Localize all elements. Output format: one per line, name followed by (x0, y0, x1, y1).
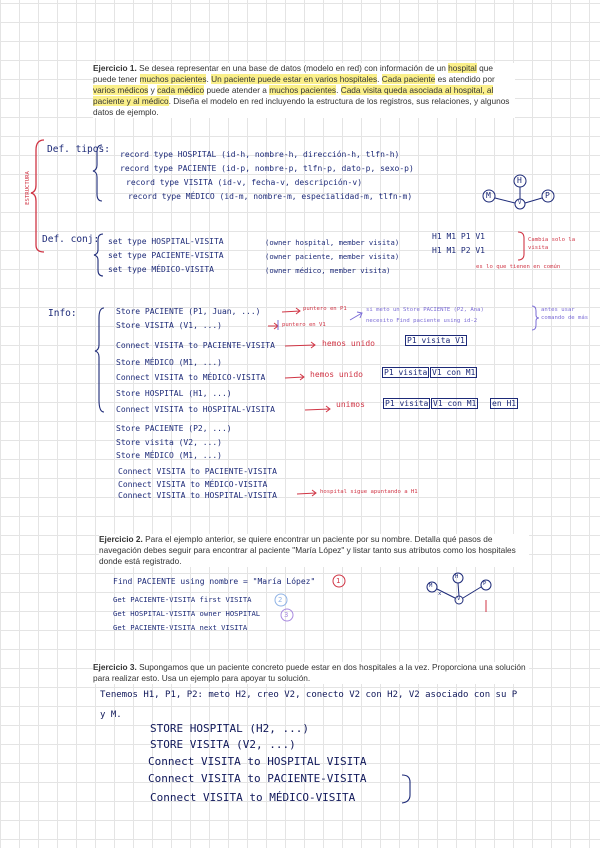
ex3-store-visita: STORE VISITA (V2, ...) (150, 738, 296, 751)
record-visita: record type VISITA (id-v, fecha-v, descripción-v) (126, 178, 363, 187)
record-medico: record type MÉDICO (id-m, nombre-m, especialidad-m, tlfn-m) (128, 192, 413, 201)
connect-paciente-visita-2: Connect VISITA to PACIENTE-VISITA (118, 467, 277, 476)
store-medico-m1-b: Store MÉDICO (M1, ...) (116, 451, 222, 460)
diagram1-p: P (545, 191, 550, 200)
set-paciente-visita-owner: (owner paciente, member visita) (265, 252, 400, 261)
grid-row-1: H1 M1 P1 V1 (432, 232, 485, 241)
cambia-note: Cambia solo la visita (528, 237, 576, 251)
ex3-line-1: Tenemos H1, P1, P2: meto H2, creo V2, conecto V2 con H2, V2 asociado con su P (100, 690, 518, 700)
ex3-connect-hospital: Connect VISITA to HOSPITAL VISITA (148, 755, 367, 768)
ex3-line-2: y M. (100, 710, 122, 720)
set-hospital-visita: set type HOSPITAL-VISITA (108, 237, 224, 246)
connect-hospital-visita-2: Connect VISITA to HOSPITAL-VISITA (118, 491, 277, 500)
diagram2-x: x (438, 591, 442, 597)
antes-note: antes usar comando de más (541, 307, 589, 321)
exercise-1-title: Ejercicio 1. (93, 63, 137, 73)
diagram2-m: M (429, 583, 433, 589)
ex3-connect-medico: Connect VISITA to MÉDICO-VISITA (150, 791, 356, 804)
connect-paciente-visita-1: Connect VISITA to PACIENTE-VISITA (116, 341, 275, 350)
connect6-note: hospital sigue apuntando a H1 (320, 489, 418, 495)
def-tipos-label: Def. tipos: (47, 144, 110, 155)
exercise-3-title: Ejercicio 3. (93, 662, 137, 672)
ex3-bracket (402, 775, 410, 803)
store-visita-v2: Store visita (V2, ...) (116, 438, 222, 447)
set-medico-visita: set type MÉDICO-VISITA (108, 265, 214, 274)
exercise-2-prompt: Ejercicio 2. Para el ejemplo anterior, se quiere encontrar un paciente por su nombre. Detalla qué pasos de navegación debes seguir para encontrar al paciente "María López" y listar tanto sus atributos como los hospitales donde está registrado. (99, 534, 529, 567)
store-paciente-p2: Store PACIENTE (P2, ...) (116, 424, 232, 433)
diagram2-v: V (457, 596, 461, 602)
diagram2-p: P (483, 581, 487, 587)
estructura-label: ESTRUCTURA (25, 171, 31, 205)
grid-bracket (518, 232, 524, 260)
ex3-store-hospital: STORE HOSPITAL (H2, ...) (150, 722, 309, 735)
arrow-c6 (297, 493, 316, 494)
info-label: Info: (48, 308, 77, 319)
connect-medico-visita-2: Connect VISITA to MÉDICO-VISITA (118, 480, 268, 489)
ex2-step-3: Get HOSPITAL-VISITA owner HOSPITAL (113, 609, 261, 618)
connect-medico-visita-1: Connect VISITA to MÉDICO-VISITA (116, 373, 266, 382)
ex2-step-4: Get PACIENTE-VISITA next VISITA (113, 623, 248, 632)
ex2-step-2: Get PACIENTE-VISITA first VISITA (113, 595, 252, 604)
arrow-c3 (305, 409, 330, 410)
ex2-step-1: Find PACIENTE using nombre = "María López" (113, 577, 316, 586)
diagram2-h: H (455, 574, 459, 580)
def-conj-label: Def. conj: (42, 234, 100, 245)
connect1-note: hemos unido (322, 339, 375, 348)
record-hospital: record type HOSPITAL (id-h, nombre-h, dirección-h, tlfn-h) (120, 150, 400, 159)
diagram1-m: M (486, 191, 491, 200)
connect3-box-a: P1 visita (385, 399, 429, 408)
connect3-note: unimos (336, 400, 365, 409)
ex2-num-1: 1 (336, 576, 341, 585)
store-medico-m1: Store MÉDICO (M1, ...) (116, 358, 222, 367)
connect-hospital-visita-1: Connect VISITA to HOSPITAL-VISITA (116, 405, 275, 414)
necesito-note: necesito Find paciente using id-2 (366, 318, 478, 324)
connect2-box-b: V1 con M1 (432, 368, 476, 377)
grid-row-2: H1 M1 P2 V1 (432, 246, 485, 255)
diagram1-v: V (518, 200, 522, 206)
comun-note: es lo que tienen en común (476, 264, 561, 270)
si-meto-note: si meto un Store PACIENTE (P2, Ana) (366, 307, 484, 313)
diagram1-h: H (517, 176, 522, 185)
ex3-connect-paciente: Connect VISITA to PACIENTE-VISITA (148, 772, 367, 785)
connect3-box-c: en H1 (492, 399, 517, 408)
record-paciente: record type PACIENTE (id-p, nombre-p, tlfn-p, dato-p, sexo-p) (120, 164, 414, 173)
exercise-2-title: Ejercicio 2. (99, 534, 143, 544)
arrow-c1 (285, 345, 315, 346)
store-paciente-note: puntero en P1 (303, 306, 347, 312)
exercise-1-prompt: Ejercicio 1. Se desea representar en una base de datos (modelo en red) con información de un hospital que puede tener muchos pacientes. Un paciente puede estar en varios hospitales. Cada paciente es atendido por varios médicos y cada médico puede atender a muchos pacientes. Cada visita queda asociada al hospital, al paciente y al médico. Diseña el modelo en red incluyendo la estructura de los registros, sus relaciones, y algunos datos de ejemplo. (93, 63, 515, 118)
store-visita-v1: Store VISITA (V1, ...) (116, 321, 222, 330)
store-hospital-h1: Store HOSPITAL (H1, ...) (116, 389, 232, 398)
connect2-box-a: P1 visita (384, 368, 428, 377)
store-paciente-p1: Store PACIENTE (P1, Juan, ...) (116, 307, 261, 316)
set-medico-visita-owner: (owner médico, member visita) (265, 266, 391, 275)
connect3-box-b: V1 con M1 (433, 399, 477, 408)
set-hospital-visita-owner: (owner hospital, member visita) (265, 238, 400, 247)
ex2-num-3: 3 (284, 610, 289, 619)
info-bracket (95, 308, 104, 412)
ex2-num-2: 2 (278, 595, 283, 604)
connect2-note: hemos unido (310, 370, 363, 379)
set-paciente-visita: set type PACIENTE-VISITA (108, 251, 224, 260)
arrow-s1 (282, 311, 300, 312)
purple-brace (532, 306, 539, 330)
connect1-box: P1 visita V1 (407, 336, 465, 345)
exercise-3-prompt: Ejercicio 3. Supongamos que un paciente concreto puede estar en dos hospitales a la vez. Proporciona una solución para realizar esto. Usa un ejemplo para apoyar tu solución. (93, 662, 529, 684)
arrow-c2 (285, 377, 304, 378)
store-visita-note: puntero en V1 (282, 322, 326, 328)
